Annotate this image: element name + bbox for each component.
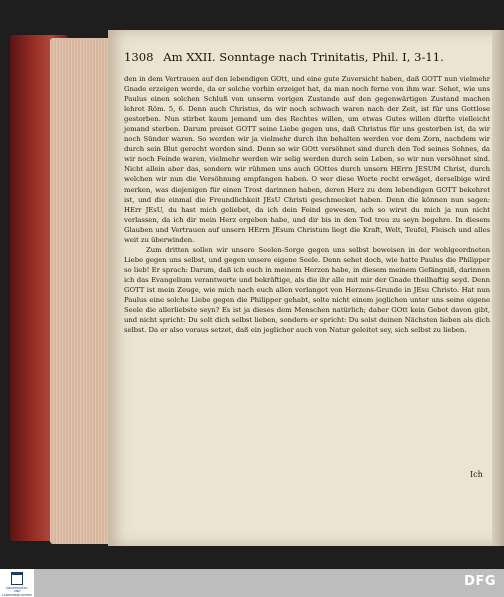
viewer-footer-bar [0,569,504,597]
running-header [124,50,494,64]
page-body [124,74,490,335]
dfg-logo[interactable]: DFG [464,574,496,589]
page-number: 1308 [124,50,154,64]
page-edges [50,38,112,544]
paragraph-1: den in dem Vertrauen auf den lebendigen GOtt, und eine gute Zuversicht haben, daß GOTT nun vielmehr Gnade erzeigen werde, da er solche vorhin erzeiget hat, da man noch ferne von ihm war. Sehet, wie uns Paulus einen solchen Schluß von unserm vorigen Zustande auf den gegenwärtigen Zustand machen lehret Röm. 5, 6. Denn auch Christus, da wir noch schwach waren nach der Zeit, ist für uns Gottlose gestorben. Nun stirbet kaum jemand um des Rechtes willen, um etwas Gutes willen dürfte vielleicht jemand sterben. Darum preiset GOTT seine Liebe gegen uns, daß Christus für uns gestorben ist, da wir noch Sünder waren. So werden wir ja vielmehr durch ihn behalten werden vor dem Zorn, nachdem wir durch sein Blut gerecht worden sind. Denn so wir GOtt versöhnet sind durch den Tod seines Sohnes, da wir noch Feinde waren, vielmehr werden wir selig werden durch sein Leben, so wir nun versöhnet sind. Nicht allein aber das, sondern wir rühmen uns auch GOttes durch unsern HErrn JESUM Christ, durch welchen wir nun die Versöhnung empfangen haben. O wer diese Worte recht erwäget, derselbige wird merken, was diejenigen für einen Trost darinnen haben, deren Herz zu dem lebendigen GOTT bekehret ist, und die einmal die Freundlichkeit JEsU Christi geschmecket haben. Denn die können nun sagen: HErr JEsU, du hast mich geliebet, da ich dein Feind gewesen, ach so wirst du mich ja nun nicht verlassen, da ich dir mein Herz ergeben habe, und dir bis in den Tod treu zu seyn begehre. In diesem Glauben und Vertrauen auf unsern HErrn JEsum Christum liegt die Kraft, Welt, Teufel, Fleisch und alles weit zu überwinden. [124,75,490,244]
running-title: Am XXII. Sonntage nach Trinitatis, Phil. I, 3-11. [163,50,444,64]
paragraph-2: Zum dritten sollen wir unsere Seelen-Sorge gegen uns selbst beweisen in der wohlgeordneten Liebe gegen uns selbst, und gegen unsere eigene Seele. Denn sehet doch, wie hatte Paulus die Philipper so lieb! Er sprach: Darum, daß ich euch in meinem Herzen habe, in diesem meinem Gefängniß, darinnen ich das Evangelium verantworte und bekräftige, als die ihr alle mit mir der Gnade theilhaftig seyd. Denn GOTT ist mein Zeuge, wie mich nach euch allen verlanget von Herzens-Grunde in JEsu Christo. Hat nun Paulus eine solche Liebe gegen die Philipper gehabt, solte nicht einem jeglichen unter uns seine eigene Seele die allerliebste seyn? Es ist ja dieses dem Menschen natürlich; daher GOtt kein Gebot davon gibt, und nicht spricht: Du solt dich selbst lieben, sondern er spricht: Du solst deinen Nächsten lieben als dich selbst. Da er also voraus setzet, daß ein jeglicher auch von Natur geleitet sey, sich selbst zu lieben. [124,245,490,335]
facing-page-edge [492,30,504,546]
library-emblem-icon [11,572,23,585]
library-logo-text: UNIVERSITÄTS- UND LANDESBIBLIOTHEK [2,586,33,597]
library-logo[interactable] [0,569,34,597]
catchword: Ich [470,470,483,479]
